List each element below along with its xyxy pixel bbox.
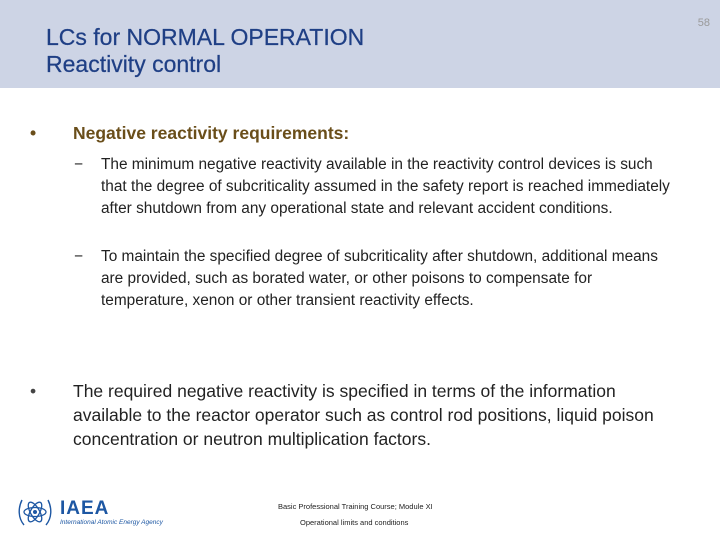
iaea-logo <box>16 494 166 530</box>
dash-icon: − <box>74 248 83 265</box>
atom-emblem-icon <box>16 494 54 530</box>
footer-topic: Operational limits and conditions <box>300 518 409 527</box>
logo-subtext: International Atomic Energy Agency <box>60 519 163 526</box>
page-number: 58 <box>697 17 710 29</box>
header-band <box>0 0 720 88</box>
logo-text: IAEA <box>60 498 110 519</box>
bullet-text: Negative reactivity requirements: <box>73 123 350 143</box>
title-line-2: Reactivity control <box>46 51 222 77</box>
dash-icon: − <box>74 156 83 173</box>
sub-bullet-text: The minimum negative reactivity available in the reactivity control devices is such that the degree of subcriticality assumed in the safety report is reached immediately after shutdown from any operational state and relevant accident conditions. <box>101 156 670 217</box>
sub-bullet-text: To maintain the specified degree of subcriticality after shutdown, additional means are provided, such as borated water, or other poisons to compensate for temperature, xenon or other transient reactivity effects. <box>101 248 658 309</box>
bullet-icon: • <box>30 123 37 143</box>
title-line-1: LCs for NORMAL OPERATION <box>46 24 365 50</box>
bullet-text: The required negative reactivity is specified in terms of the information available to the reactor operator such as control rod positions, liquid poison concentration or neutron multiplication factors. <box>73 381 654 449</box>
slide-title <box>46 24 364 78</box>
footer-course: Basic Professional Training Course; Module XI <box>278 502 433 511</box>
bullet-icon: • <box>30 381 37 401</box>
